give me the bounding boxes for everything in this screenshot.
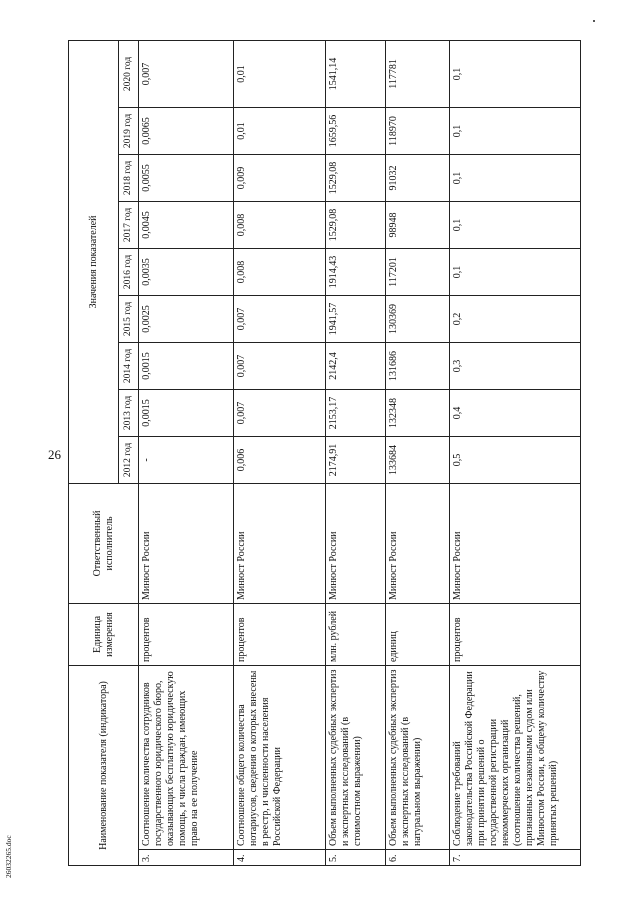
value-cell: 0,0015: [139, 389, 234, 436]
header-year: 2016 год: [119, 248, 139, 295]
value-cell: 2174,91: [326, 436, 386, 483]
value-cell: 1529,08: [326, 201, 386, 248]
header-year: 2013 год: [119, 389, 139, 436]
table-row: [139, 40, 234, 865]
header-year: 2017 год: [119, 201, 139, 248]
row-number: 6.: [386, 850, 450, 866]
unit-cell: процентов: [450, 603, 581, 665]
value-cell: 0,007: [234, 389, 326, 436]
unit-cell: процентов: [139, 603, 234, 665]
value-cell: 0,007: [234, 295, 326, 342]
responsible-cell: Минюст России: [386, 483, 450, 603]
table-row: [326, 40, 386, 865]
header-year: 2015 год: [119, 295, 139, 342]
value-cell: 0,1: [450, 248, 581, 295]
header-year: 2020 год: [119, 40, 139, 107]
responsible-cell: Минюст России: [450, 483, 581, 603]
header-unit: Единица измерения: [69, 603, 139, 665]
header-year: 2018 год: [119, 154, 139, 201]
indicator-name: Объем выполненных судебных экспертиз и экспертных исследований (в стоимостном выражении): [326, 665, 386, 849]
value-cell: 1914,43: [326, 248, 386, 295]
value-cell: 0,0035: [139, 248, 234, 295]
value-cell: 0,007: [234, 342, 326, 389]
unit-cell: процентов: [234, 603, 326, 665]
value-cell: 0,1: [450, 201, 581, 248]
indicator-name: Объем выполненных судебных экспертиз и экспертных исследований (в натуральном выражении): [386, 665, 450, 849]
indicators-table-body: [139, 40, 581, 865]
page-number: 26: [48, 447, 61, 462]
scan-artifact: [593, 20, 595, 22]
value-cell: 2153,17: [326, 389, 386, 436]
value-cell: 0,0065: [139, 107, 234, 154]
table-row: [386, 40, 450, 865]
value-cell: 0,01: [234, 40, 326, 107]
indicator-name: Соотношение количества сотрудников государственного юридического бюро, оказывающих бесплатную юридическую помощь, и числа граждан, имеющих право на ее получение: [139, 665, 234, 849]
value-cell: 0,1: [450, 154, 581, 201]
value-cell: 0,0045: [139, 201, 234, 248]
header-year: 2014 год: [119, 342, 139, 389]
value-cell: 0,01: [234, 107, 326, 154]
header-year: 2019 год: [119, 107, 139, 154]
table-row: [450, 40, 581, 865]
value-cell: 1659,56: [326, 107, 386, 154]
header-responsible: Ответственный исполнитель: [69, 483, 139, 603]
value-cell: 0,0015: [139, 342, 234, 389]
value-cell: 0,4: [450, 389, 581, 436]
value-cell: -: [139, 436, 234, 483]
value-cell: 2142,4: [326, 342, 386, 389]
value-cell: 98948: [386, 201, 450, 248]
header-year: 2012 год: [119, 436, 139, 483]
row-number: 5.: [326, 850, 386, 866]
unit-cell: млн. рублей: [326, 603, 386, 665]
value-cell: 0,0055: [139, 154, 234, 201]
row-number: 7.: [450, 850, 581, 866]
value-cell: 0,1: [450, 40, 581, 107]
value-cell: 1541,14: [326, 40, 386, 107]
value-cell: 1529,08: [326, 154, 386, 201]
unit-cell: единиц: [386, 603, 450, 665]
responsible-cell: Минюст России: [326, 483, 386, 603]
header-values-group: Значения показателей: [69, 40, 119, 483]
row-number: 3.: [139, 850, 234, 866]
value-cell: 0,008: [234, 248, 326, 295]
value-cell: 0,007: [139, 40, 234, 107]
value-cell: 133684: [386, 436, 450, 483]
value-cell: 0,1: [450, 107, 581, 154]
indicators-table: [68, 40, 581, 866]
value-cell: 0,5: [450, 436, 581, 483]
header-indicator-name: Наименование показателя (индикатора): [69, 665, 139, 865]
indicator-name: Соотношение общего количества нотариусов, сведения о которых внесены в реестр, и численности населения Российской Федерации: [234, 665, 326, 849]
value-cell: 0,2: [450, 295, 581, 342]
value-cell: 132348: [386, 389, 450, 436]
responsible-cell: Минюст России: [139, 483, 234, 603]
value-cell: 91032: [386, 154, 450, 201]
row-number: 4.: [234, 850, 326, 866]
responsible-cell: Минюст России: [234, 483, 326, 603]
value-cell: 130369: [386, 295, 450, 342]
value-cell: 117781: [386, 40, 450, 107]
value-cell: 0,006: [234, 436, 326, 483]
indicator-name: Соблюдение требований законодательства Российской Федерации при принятии решений о государственной регистрации некоммерческих организаций (соотношение количества решений, признанных незаконными судом или Минюстом России, к общему количеству принятых решений): [450, 665, 581, 849]
value-cell: 118970: [386, 107, 450, 154]
value-cell: 0,008: [234, 201, 326, 248]
value-cell: 0,0025: [139, 295, 234, 342]
value-cell: 117201: [386, 248, 450, 295]
file-label: 26032265.doc: [4, 835, 13, 878]
value-cell: 131686: [386, 342, 450, 389]
table-row: [234, 40, 326, 865]
value-cell: 0,3: [450, 342, 581, 389]
indicators-table-wrapper: [68, 41, 559, 866]
value-cell: 0,009: [234, 154, 326, 201]
value-cell: 1941,57: [326, 295, 386, 342]
